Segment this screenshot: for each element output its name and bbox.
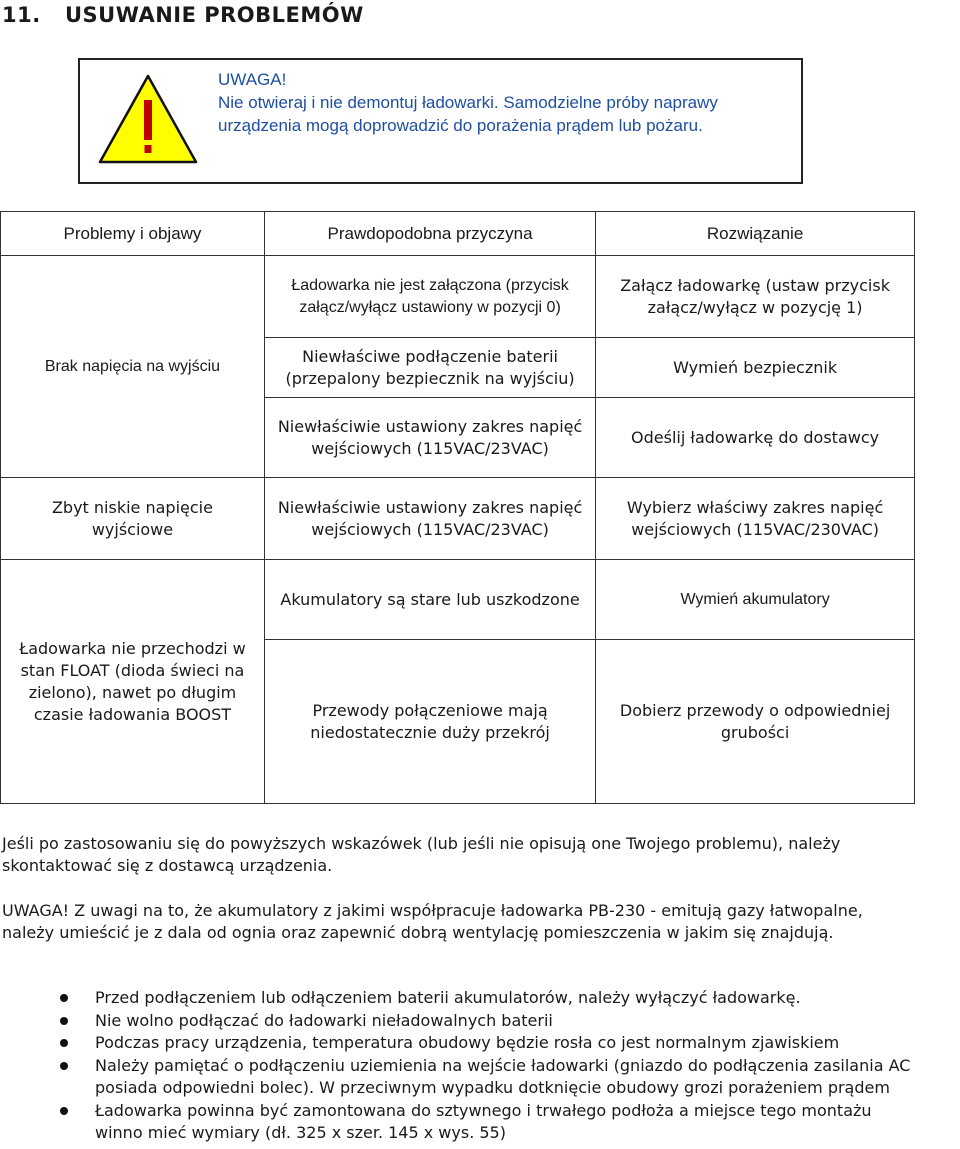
- contact-paragraph: [2, 833, 952, 877]
- solution-cell: Wybierz właściwy zakres napięć wejściowych (115VAC/230VAC): [596, 478, 915, 560]
- section-number: 11.: [2, 3, 41, 27]
- warning-paragraph: [2, 900, 952, 944]
- problem-cell: Zbyt niskie napięcie wyjściowe: [1, 478, 265, 560]
- contact-line-1: Jeśli po zastosowaniu się do powyższych wskazówek (lub jeśli nie opisują one Twojego problemu), należy: [2, 834, 841, 853]
- section-title: USUWANIE PROBLEMÓW: [65, 3, 364, 27]
- table-row: [1, 478, 915, 560]
- contact-line-2: skontaktować się z dostawcą urządzenia.: [2, 856, 333, 875]
- troubleshooting-table: [0, 211, 915, 804]
- header-cause: Prawdopodobna przyczyna: [264, 212, 595, 256]
- bullet-icon: [60, 1107, 68, 1115]
- notes-list: [0, 987, 958, 1145]
- solution-cell: Załącz ładowarkę (ustaw przycisk załącz/wyłącz w pozycję 1): [596, 256, 915, 338]
- cause-cell: Ładowarka nie jest załączona (przycisk załącz/wyłącz ustawiony w pozycji 0): [264, 256, 595, 338]
- section-heading: [2, 3, 364, 27]
- solution-cell: Wymień bezpiecznik: [596, 338, 915, 398]
- warning-triangle-icon: [96, 72, 200, 166]
- warning-line-2: urządzenia mogą doprowadzić do porażenia prądem lub pożaru.: [218, 116, 703, 135]
- solution-cell: Odeślij ładowarkę do dostawcy: [596, 398, 915, 478]
- cause-cell: Niewłaściwie ustawiony zakres napięć wejściowych (115VAC/23VAC): [264, 398, 595, 478]
- warning-box: [78, 58, 803, 184]
- list-item: Nie wolno podłączać do ładowarki nieładowalnych baterii: [0, 1010, 958, 1033]
- cause-cell: Przewody połączeniowe mają niedostatecznie duży przekrój: [264, 640, 595, 804]
- solution-cell: Dobierz przewody o odpowiedniej grubości: [596, 640, 915, 804]
- bullet-icon: [60, 994, 68, 1002]
- header-problems: Problemy i objawy: [1, 212, 265, 256]
- bullet-icon: [60, 1017, 68, 1025]
- cause-cell: Niewłaściwie ustawiony zakres napięć wejściowych (115VAC/23VAC): [264, 478, 595, 560]
- table-row: [1, 256, 915, 338]
- list-item: Ładowarka powinna być zamontowana do sztywnego i trwałego podłoża a miejsce tego montażu winno mieć wymiary (dł. 325 x szer. 145 x wys. 55): [0, 1100, 958, 1145]
- warning-paragraph-line-1: UWAGA! Z uwagi na to, że akumulatory z jakimi współpracuje ładowarka PB-230 - emitują gazy łatwopalne,: [2, 901, 863, 920]
- bullet-icon: [60, 1039, 68, 1047]
- solution-cell: Wymień akumulatory: [596, 560, 915, 640]
- cause-cell: Niewłaściwe podłączenie baterii (przepalony bezpiecznik na wyjściu): [264, 338, 595, 398]
- cause-cell: Akumulatory są stare lub uszkodzone: [264, 560, 595, 640]
- table-row: [1, 560, 915, 640]
- table-header-row: [1, 212, 915, 256]
- list-item: Należy pamiętać o podłączeniu uziemienia na wejście ładowarki (gniazdo do podłączenia zasilania AC posiada odpowiedni bolec). W przeciwnym wypadku dotknięcie obudowy grozi porażeniem prądem: [0, 1055, 958, 1100]
- problem-cell: Ładowarka nie przechodzi w stan FLOAT (dioda świeci na zielono), nawet po długim czasie ładowania BOOST: [1, 560, 265, 804]
- warning-title: UWAGA!: [218, 70, 287, 89]
- bullet-icon: [60, 1062, 68, 1070]
- header-solution: Rozwiązanie: [596, 212, 915, 256]
- warning-paragraph-line-2: należy umieścić je z dala od ognia oraz zapewnić dobrą wentylację pomieszczenia w jakim się znajdują.: [2, 923, 834, 942]
- list-item: Przed podłączeniem lub odłączeniem baterii akumulatorów, należy wyłączyć ładowarkę.: [0, 987, 958, 1010]
- problem-cell: Brak napięcia na wyjściu: [1, 256, 265, 478]
- list-item: Podczas pracy urządzenia, temperatura obudowy będzie rosła co jest normalnym zjawiskiem: [0, 1032, 958, 1055]
- warning-line-1: Nie otwieraj i nie demontuj ładowarki. Samodzielne próby naprawy: [218, 93, 718, 112]
